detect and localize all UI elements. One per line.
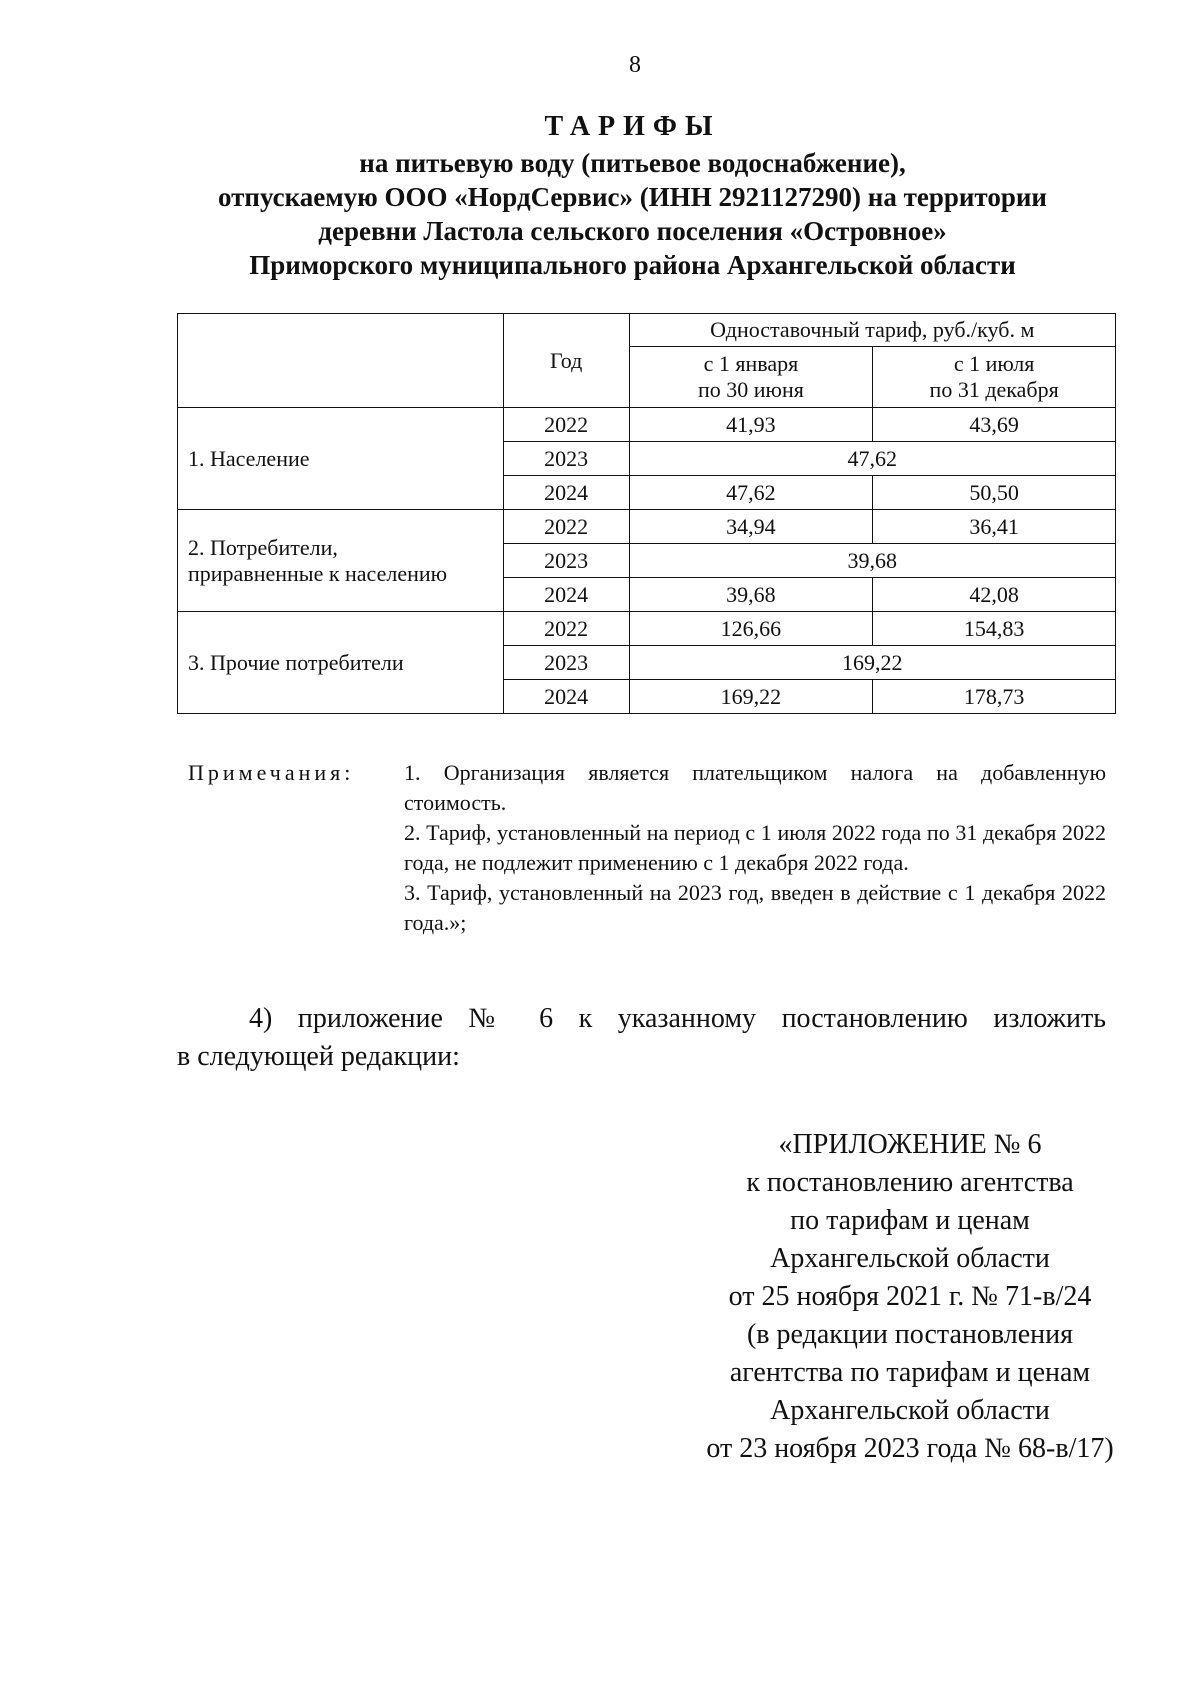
tariff-cell: 126,66 bbox=[629, 612, 873, 646]
header-tariff: Одноставочный тариф, руб./куб. м bbox=[629, 314, 1115, 347]
appendix-line: Архангельской области bbox=[770, 1243, 1050, 1274]
year-cell: 2023 bbox=[503, 646, 629, 680]
paragraph-line: 4) приложение № 6 к указанному постановлению изложить bbox=[249, 1003, 1106, 1034]
tariff-cell-merged: 39,68 bbox=[629, 544, 1115, 578]
title-line: Приморского муниципального района Архангельской области bbox=[249, 250, 1016, 280]
tariff-cell: 34,94 bbox=[629, 510, 873, 544]
tariff-table bbox=[177, 313, 1116, 714]
tariff-cell: 39,68 bbox=[629, 578, 873, 612]
category-cell: 2. Потребители, приравненные к населению bbox=[178, 510, 504, 612]
tariff-cell: 178,73 bbox=[873, 680, 1116, 714]
title-line: на питьевую воду (питьевое водоснабжение), bbox=[359, 148, 906, 178]
tariff-cell-merged: 47,62 bbox=[629, 442, 1115, 476]
year-cell: 2023 bbox=[503, 442, 629, 476]
year-cell: 2024 bbox=[503, 680, 629, 714]
tariff-cell: 42,08 bbox=[873, 578, 1116, 612]
tariff-cell: 47,62 bbox=[629, 476, 873, 510]
tariff-cell: 36,41 bbox=[873, 510, 1116, 544]
appendix-line: «ПРИЛОЖЕНИЕ № 6 bbox=[778, 1129, 1042, 1160]
appendix-line: агентства по тарифам и ценам bbox=[729, 1357, 1091, 1388]
year-cell: 2024 bbox=[503, 578, 629, 612]
tariff-cell-merged: 169,22 bbox=[629, 646, 1115, 680]
appendix-line: к постановлению агентства bbox=[746, 1167, 1074, 1198]
header-category-cell bbox=[178, 314, 504, 408]
appendix-line: (в редакции постановления bbox=[746, 1319, 1074, 1350]
table-row bbox=[178, 612, 1116, 646]
tariff-cell: 50,50 bbox=[873, 476, 1116, 510]
appendix-line: от 23 ноября 2023 года № 68-в/17) bbox=[706, 1433, 1114, 1464]
appendix-line: от 25 ноября 2021 г. № 71-в/24 bbox=[728, 1281, 1092, 1312]
tariff-cell: 43,69 bbox=[873, 408, 1116, 442]
table-row bbox=[178, 408, 1116, 442]
category-cell: 1. Население bbox=[178, 408, 504, 510]
year-cell: 2022 bbox=[503, 408, 629, 442]
year-cell: 2024 bbox=[503, 476, 629, 510]
page-number: 8 bbox=[629, 52, 641, 78]
notes-list bbox=[404, 758, 1106, 938]
note-item: 1. Организация является плательщиком налога на добавленную стоимость. bbox=[404, 760, 1106, 815]
tariff-cell: 41,93 bbox=[629, 408, 873, 442]
year-cell: 2022 bbox=[503, 510, 629, 544]
header-period-1: с 1 января по 30 июня bbox=[629, 347, 873, 408]
appendix-header bbox=[680, 1126, 1140, 1468]
table-row bbox=[178, 510, 1116, 544]
header-year: Год bbox=[503, 314, 629, 408]
tariff-cell: 154,83 bbox=[873, 612, 1116, 646]
notes-label: Примечания: bbox=[188, 760, 355, 785]
note-item: 3. Тариф, установленный на 2023 год, введен в действие с 1 декабря 2022 года.»; bbox=[404, 880, 1106, 935]
tariff-cell: 169,22 bbox=[629, 680, 873, 714]
title-line: деревни Ластола сельского поселения «Островное» bbox=[318, 216, 947, 246]
category-cell: 3. Прочие потребители bbox=[178, 612, 504, 714]
paragraph-line: в следующей редакции: bbox=[177, 1041, 460, 1072]
title-line: отпускаемую ООО «НордСервис» (ИНН 2921127290) на территории bbox=[218, 182, 1047, 212]
table-header-row bbox=[178, 314, 1116, 347]
year-cell: 2023 bbox=[503, 544, 629, 578]
year-cell: 2022 bbox=[503, 612, 629, 646]
note-item: 2. Тариф, установленный на период с 1 июля 2022 года по 31 декабря 2022 года, не подлежит применению с 1 декабря 2022 года. bbox=[404, 820, 1106, 875]
appendix-line: Архангельской области bbox=[770, 1395, 1050, 1426]
header-period-2: с 1 июля по 31 декабря bbox=[873, 347, 1116, 408]
title-main: ТАРИФЫ bbox=[544, 111, 721, 142]
amendment-paragraph bbox=[177, 1000, 1106, 1076]
document-title bbox=[160, 110, 1105, 282]
appendix-line: по тарифам и ценам bbox=[790, 1205, 1030, 1236]
